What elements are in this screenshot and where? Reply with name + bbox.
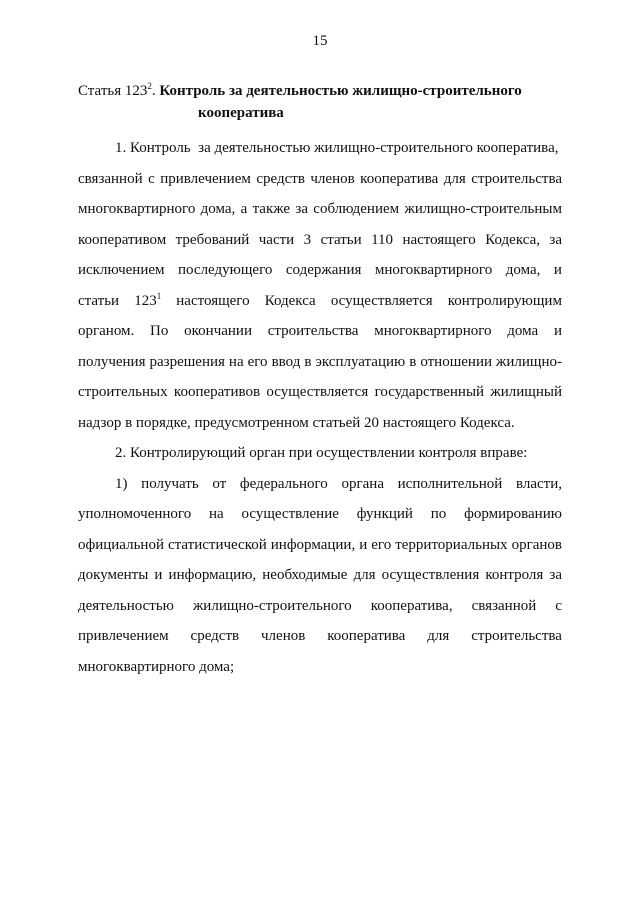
text-line: многоквартирного дома, а также за соблюдением жилищно-строительным bbox=[78, 201, 562, 217]
text-line: получения разрешения на его ввод в эксплуатацию в отношении жилищно- bbox=[78, 353, 562, 370]
page-number: 15 bbox=[312, 33, 328, 49]
word: исключением bbox=[78, 262, 165, 278]
word: органом. bbox=[78, 323, 135, 339]
text-line bbox=[78, 316, 562, 347]
text-line: кооперативом требований части 3 статьи 110 настоящего Кодекса, за bbox=[78, 231, 562, 248]
text-line: официальной статистической информации, и его территориальных органов bbox=[78, 536, 562, 553]
word: контролирующим bbox=[447, 292, 562, 309]
word-with-sup bbox=[134, 286, 161, 317]
word: на bbox=[209, 506, 224, 522]
word: содержания bbox=[285, 262, 362, 278]
word: осуществляется bbox=[330, 292, 433, 309]
word: дома, bbox=[505, 262, 541, 278]
word: деятельностью bbox=[78, 597, 174, 614]
word: По bbox=[150, 323, 169, 339]
article-title-line2: кооператива bbox=[198, 105, 284, 121]
text-line bbox=[78, 255, 562, 286]
word: окончании bbox=[184, 323, 252, 339]
article-body bbox=[78, 133, 562, 682]
text-line bbox=[78, 133, 562, 164]
word: осуществление bbox=[241, 506, 339, 522]
article-heading bbox=[78, 80, 568, 124]
line-text: 1. Контроль за деятельностью жилищно-строительного кооператива, bbox=[115, 140, 559, 156]
word: и bbox=[553, 262, 562, 278]
article-number-sup: 2 bbox=[147, 81, 152, 91]
word: привлечением bbox=[78, 628, 169, 644]
word: дома bbox=[507, 323, 539, 339]
text-line: связанной с привлечением средств членов кооператива для строительства bbox=[78, 170, 562, 187]
word: формированию bbox=[464, 506, 562, 522]
word: по bbox=[430, 506, 447, 522]
word: членов bbox=[261, 628, 306, 644]
word: многоквартирного bbox=[374, 262, 493, 278]
text-line: 1) получать от федерального органа исполнительной власти, bbox=[115, 475, 562, 492]
word: строительства bbox=[267, 323, 359, 339]
word: с bbox=[555, 597, 562, 614]
word: функций bbox=[356, 506, 413, 522]
word: Кодекса bbox=[264, 292, 316, 309]
text-line: документы и информацию, необходимые для осуществления контроля за bbox=[78, 567, 562, 583]
word: кооператива bbox=[327, 628, 406, 644]
word: для bbox=[427, 628, 450, 644]
text-line: 2. Контролирующий орган при осуществлении контроля вправе: bbox=[115, 445, 528, 461]
word: связанной bbox=[471, 597, 537, 614]
text-line: надзор в порядке, предусмотренном статьей 20 настоящего Кодекса. bbox=[78, 414, 515, 431]
word: и bbox=[553, 323, 562, 339]
word: уполномоченного bbox=[78, 506, 192, 522]
word: жилищно-строительного bbox=[192, 597, 352, 614]
word: настоящего bbox=[176, 292, 250, 309]
word: строительства bbox=[471, 628, 562, 644]
text-line: многоквартирного дома; bbox=[78, 658, 235, 675]
article-title-line1: Контроль за деятельностью жилищно-строительного bbox=[159, 83, 522, 99]
text-line bbox=[78, 591, 562, 622]
article-number bbox=[78, 83, 156, 99]
article-number-text: Статья 123 bbox=[78, 83, 148, 99]
text-line: строительных кооперативов осуществляется государственный жилищный bbox=[78, 384, 562, 400]
word: кооператива, bbox=[370, 597, 453, 614]
text-line bbox=[78, 286, 562, 317]
text-line bbox=[78, 621, 562, 652]
word: статьи bbox=[78, 292, 120, 309]
word: 123 bbox=[134, 292, 157, 309]
article-number-dot: . bbox=[151, 83, 156, 99]
text-line bbox=[78, 499, 562, 530]
word: многоквартирного bbox=[374, 323, 492, 339]
word: последующего bbox=[178, 262, 273, 278]
word: средств bbox=[190, 628, 240, 644]
superscript: 1 bbox=[156, 290, 162, 301]
